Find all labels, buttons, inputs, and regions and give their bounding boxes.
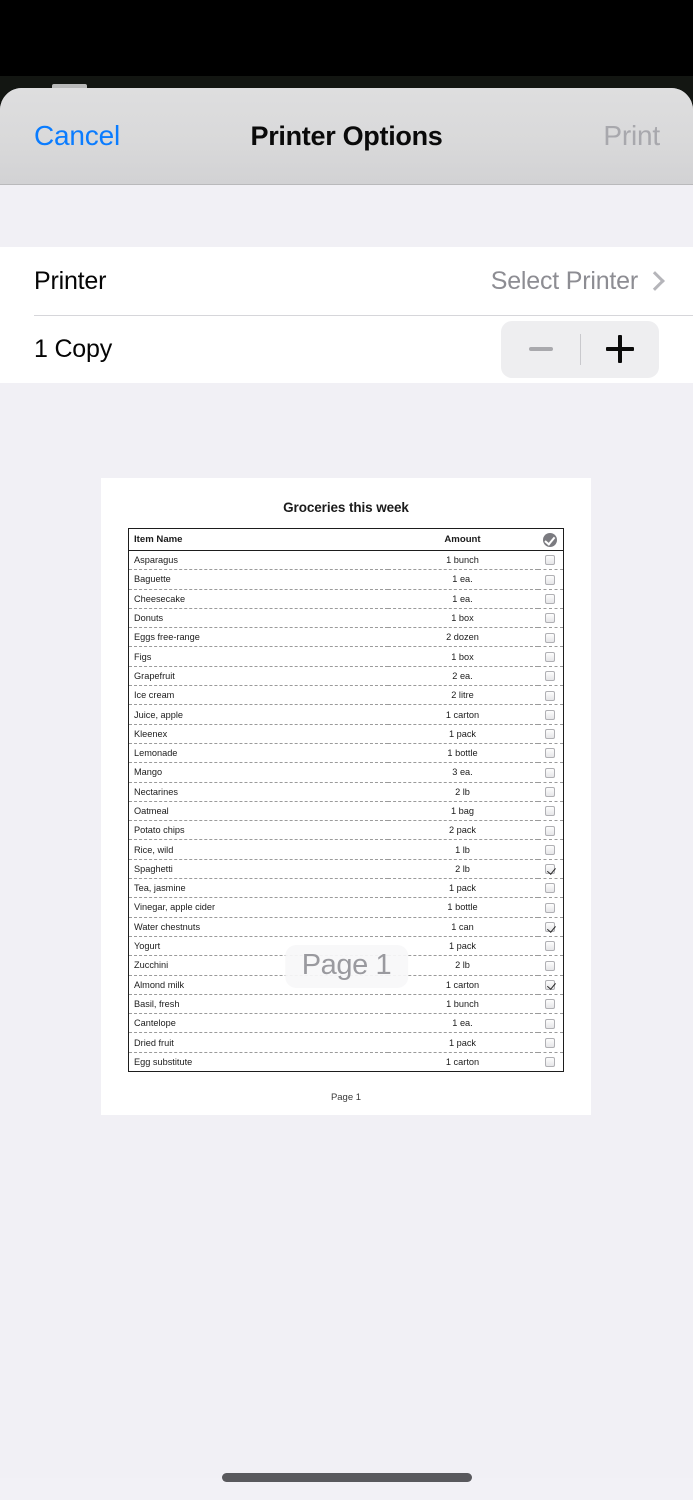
page-number-badge: Page 1 — [285, 945, 409, 988]
checkbox-unchecked-icon — [545, 999, 555, 1009]
cell-amount: 1 pack — [388, 1033, 538, 1052]
table-row — [129, 1014, 564, 1033]
checkbox-unchecked-icon — [545, 691, 555, 701]
cell-amount: 1 can — [388, 917, 538, 936]
cell-amount: 3 ea. — [388, 763, 538, 782]
decrement-copies-button[interactable] — [501, 321, 580, 378]
checkbox-unchecked-icon — [545, 845, 555, 855]
checkbox-unchecked-icon — [545, 1057, 555, 1067]
cell-checkbox — [538, 628, 564, 647]
table-row — [129, 898, 564, 917]
table-row — [129, 782, 564, 801]
cell-amount: 1 pack — [388, 724, 538, 743]
cell-amount: 1 ea. — [388, 1014, 538, 1033]
cell-amount: 2 lb — [388, 956, 538, 975]
checkbox-unchecked-icon — [545, 961, 555, 971]
cell-amount: 1 carton — [388, 705, 538, 724]
cell-checkbox — [538, 1033, 564, 1052]
cell-item-name: Vinegar, apple cider — [129, 898, 388, 917]
checkbox-unchecked-icon — [545, 903, 555, 913]
table-row — [129, 666, 564, 685]
cell-checkbox — [538, 821, 564, 840]
cell-checkbox — [538, 956, 564, 975]
cell-item-name: Lemonade — [129, 743, 388, 762]
cell-amount: 1 bunch — [446, 555, 479, 566]
checkbox-unchecked-icon — [545, 555, 555, 565]
cell-checkbox — [538, 879, 564, 898]
table-row — [129, 647, 564, 666]
table-head — [129, 529, 564, 551]
document-title: Groceries this week — [283, 500, 409, 515]
printer-value-group — [491, 267, 659, 296]
options-group — [0, 247, 693, 383]
cell-item-name: Donuts — [129, 608, 388, 627]
copies-stepper-group — [501, 321, 659, 378]
cell-amount: 2 pack — [388, 821, 538, 840]
cell-item-name: Basil, fresh — [129, 994, 388, 1013]
cell-amount: 1 bottle — [388, 743, 538, 762]
checkbox-unchecked-icon — [545, 671, 555, 681]
column-header-checkbox — [538, 529, 564, 551]
table-row — [129, 1033, 564, 1052]
minus-icon — [529, 347, 553, 351]
cell-checkbox — [538, 859, 564, 878]
table-row — [129, 724, 564, 743]
table-row — [129, 917, 564, 936]
table-row — [129, 628, 564, 647]
cancel-button[interactable]: Cancel — [34, 120, 120, 151]
table-row — [129, 801, 564, 820]
cell-item-name: Dried fruit — [129, 1033, 388, 1052]
print-button[interactable]: Print — [603, 120, 660, 151]
cell-checkbox — [538, 1052, 564, 1071]
checkbox-unchecked-icon — [545, 613, 555, 623]
checkbox-unchecked-icon — [545, 806, 555, 816]
home-indicator[interactable] — [222, 1473, 472, 1482]
copies-label: 1 Copy — [34, 334, 113, 363]
stepper-divider — [580, 334, 581, 365]
cell-amount: 2 litre — [388, 686, 538, 705]
table-row — [129, 589, 564, 608]
printer-options-sheet — [0, 88, 693, 1500]
cell-item-name: Ice cream — [129, 686, 388, 705]
cell-checkbox — [538, 686, 564, 705]
checkbox-checked-icon — [545, 922, 555, 932]
cell-item-name: Rice, wild — [129, 840, 388, 859]
checkbox-checked-icon — [545, 864, 555, 874]
navigation-bar — [0, 88, 693, 185]
checkbox-unchecked-icon — [545, 748, 555, 758]
cell-item-name: Baguette — [129, 570, 388, 589]
cell-checkbox — [538, 917, 564, 936]
cell-amount: 2 lb — [388, 782, 538, 801]
printer-value: Select Printer — [490, 266, 638, 295]
cell-checkbox — [538, 724, 564, 743]
table-row — [129, 840, 564, 859]
printer-row[interactable] — [0, 247, 693, 315]
table-row — [129, 551, 564, 570]
increment-copies-button[interactable] — [580, 321, 659, 378]
document-footer: Page 1 — [330, 1092, 362, 1104]
checkbox-unchecked-icon — [545, 1038, 555, 1048]
cell-amount: 1 ea. — [388, 570, 538, 589]
table-body — [129, 551, 564, 1072]
checkbox-unchecked-icon — [545, 826, 555, 836]
cell-item-name: Cheesecake — [129, 589, 388, 608]
printer-label: Printer — [34, 266, 107, 295]
checkbox-unchecked-icon — [545, 883, 555, 893]
table-row — [129, 879, 564, 898]
checkbox-unchecked-icon — [545, 633, 555, 643]
cell-amount: 2 ea. — [388, 666, 538, 685]
checkbox-unchecked-icon — [545, 594, 555, 604]
print-preview-area[interactable] — [0, 383, 693, 1478]
cell-item-name: Mango — [129, 763, 388, 782]
column-header-amount: Amount — [388, 529, 538, 551]
checkbox-unchecked-icon — [545, 652, 555, 662]
cell-item-name: Oatmeal — [129, 801, 388, 820]
checkbox-checked-icon — [545, 980, 555, 990]
checkbox-unchecked-icon — [545, 1019, 555, 1029]
status-bar-backdrop — [0, 0, 693, 88]
cell-amount: 1 pack — [388, 936, 538, 955]
cell-checkbox — [538, 589, 564, 608]
cell-amount: 1 pack — [388, 879, 538, 898]
cell-item-name: Egg substitute — [129, 1052, 388, 1071]
cell-checkbox — [538, 975, 564, 994]
cell-amount: 2 dozen — [388, 628, 538, 647]
cell-checkbox — [538, 705, 564, 724]
cell-checkbox — [538, 1014, 564, 1033]
cell-item-name: Cantelope — [129, 1014, 388, 1033]
table-row — [129, 570, 564, 589]
checkbox-unchecked-icon — [545, 768, 555, 778]
cell-amount: 1 carton — [388, 975, 538, 994]
table-row — [129, 686, 564, 705]
cell-item-name: Nectarines — [129, 782, 388, 801]
checkbox-unchecked-icon — [545, 941, 555, 951]
cell-amount: 1 box — [388, 608, 538, 627]
table-row — [129, 705, 564, 724]
copies-row — [0, 315, 693, 383]
table-row — [129, 743, 564, 762]
cell-checkbox — [538, 743, 564, 762]
cell-amount: 1 lb — [388, 840, 538, 859]
cell-checkbox — [538, 898, 564, 917]
cell-item-name: Yogurt — [129, 936, 388, 955]
cell-item-name: Figs — [129, 647, 388, 666]
cell-item-name: Spaghetti — [129, 859, 388, 878]
cell-checkbox — [538, 763, 564, 782]
cell-amount: 1 bunch — [388, 994, 538, 1013]
cell-checkbox — [538, 570, 564, 589]
cell-item-name: Zucchini — [129, 956, 388, 975]
table-row — [129, 994, 564, 1013]
cell-checkbox — [538, 647, 564, 666]
table-row — [129, 859, 564, 878]
cell-item-name: Kleenex — [129, 724, 388, 743]
cell-checkbox — [538, 551, 564, 570]
column-header-item-name: Item Name — [129, 529, 388, 551]
cell-amount: 1 ea. — [388, 589, 538, 608]
plus-icon — [606, 335, 634, 363]
cell-item-name: Eggs free-range — [129, 628, 388, 647]
cell-item-name: Grapefruit — [129, 666, 388, 685]
checkbox-unchecked-icon — [545, 575, 555, 585]
cell-checkbox — [538, 840, 564, 859]
checked-circle-icon — [543, 533, 557, 547]
table-row — [129, 1052, 564, 1071]
preview-page[interactable] — [101, 478, 591, 1115]
cell-checkbox — [538, 801, 564, 820]
cell-checkbox — [538, 666, 564, 685]
groceries-table — [128, 528, 564, 1072]
cell-checkbox — [538, 936, 564, 955]
cell-item-name: Water chestnuts — [129, 917, 388, 936]
page-title: Printer Options — [250, 120, 443, 151]
cell-amount: 1 bag — [388, 801, 538, 820]
cell-checkbox — [538, 608, 564, 627]
cell-item-name: Tea, jasmine — [129, 879, 388, 898]
table-row — [129, 763, 564, 782]
cell-amount: 1 box — [388, 647, 538, 666]
cell-item-name: Juice, apple — [129, 705, 388, 724]
checkbox-unchecked-icon — [545, 710, 555, 720]
cell-checkbox — [538, 994, 564, 1013]
section-gap — [0, 185, 693, 247]
quantity-stepper[interactable] — [501, 321, 659, 378]
cell-checkbox — [538, 782, 564, 801]
table-row — [129, 821, 564, 840]
cell-item-name: Asparagus — [134, 555, 178, 566]
checkbox-unchecked-icon — [545, 787, 555, 797]
cell-item-name: Almond milk — [129, 975, 388, 994]
cell-amount: 2 lb — [388, 859, 538, 878]
table-header-row — [129, 529, 564, 551]
cell-item-name: Potato chips — [129, 821, 388, 840]
cell-amount: 1 carton — [388, 1052, 538, 1071]
table-row — [129, 608, 564, 627]
chevron-right-icon — [648, 272, 659, 291]
checkbox-unchecked-icon — [545, 729, 555, 739]
cell-amount: 1 bottle — [388, 898, 538, 917]
